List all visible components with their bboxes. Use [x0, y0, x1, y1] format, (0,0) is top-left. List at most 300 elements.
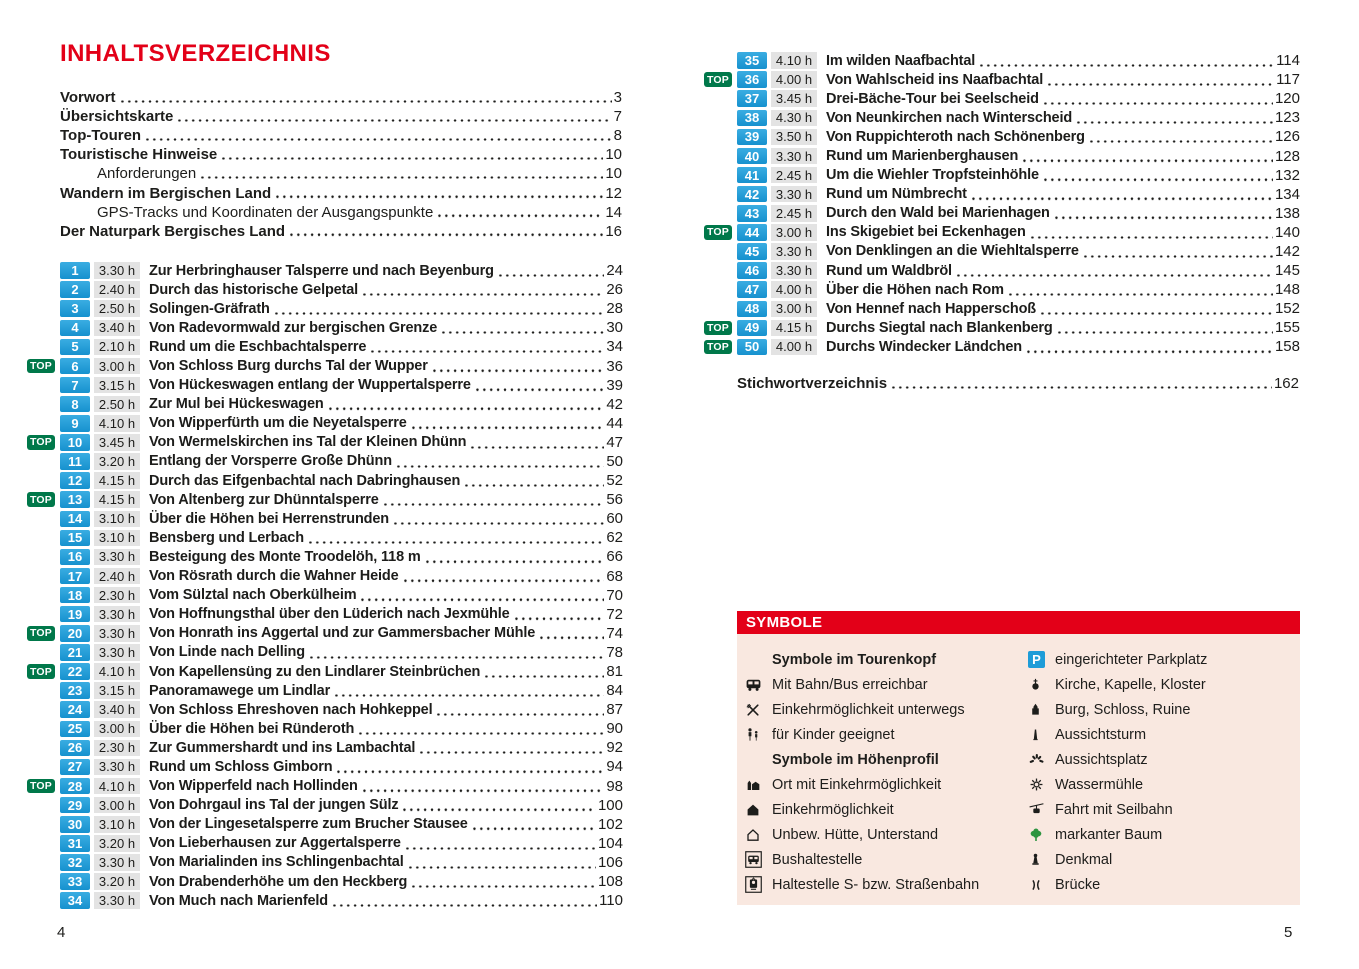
- top-badge-cell: [704, 72, 737, 87]
- tour-row: [27, 605, 623, 624]
- tour-row: [704, 261, 1300, 280]
- page-number: 68: [606, 567, 623, 585]
- symbol-row: [1028, 797, 1294, 822]
- symbols-legend: [737, 611, 1300, 905]
- dot-leader: [471, 827, 596, 830]
- tour-number-badge: 1: [60, 262, 90, 279]
- page-number: 34: [606, 338, 623, 356]
- tour-row: [704, 242, 1300, 261]
- toc-entry: [60, 182, 622, 201]
- symbol-label: Ort mit Einkehrmöglichkeit: [772, 776, 942, 793]
- tour-number-badge: 25: [60, 721, 90, 738]
- dot-leader: [424, 560, 605, 563]
- top-badge-cell: [704, 321, 737, 336]
- tour-number-badge: 36: [737, 71, 767, 88]
- tour-title: Von Drabenderhöhe um den Heckberg: [149, 873, 408, 890]
- dot-leader: [331, 904, 597, 907]
- dot-leader: [1082, 255, 1273, 258]
- toc-label: Anforderungen: [97, 165, 197, 183]
- dot-leader: [335, 770, 604, 773]
- watermill-icon: [1028, 776, 1055, 793]
- symbol-label: markanter Baum: [1055, 826, 1163, 843]
- tour-duration: 3.00 h: [94, 721, 140, 738]
- page-number: 3: [613, 89, 622, 107]
- index-entry: [737, 375, 1299, 392]
- tour-row: [27, 337, 623, 356]
- tour-title: Besteigung des Monte Troodelöh, 118 m: [149, 548, 421, 565]
- tour-duration: 3.00 h: [94, 358, 140, 375]
- tour-title: Von Schloss Burg durchs Tal der Wupper: [149, 358, 428, 375]
- tour-title: Rund um Nümbrecht: [826, 186, 967, 203]
- tour-title: Bensberg und Lerbach: [149, 529, 304, 546]
- tour-duration: 4.15 h: [771, 320, 817, 337]
- tour-title: Von Marialinden ins Schlingenbachtal: [149, 854, 404, 871]
- tour-row: [27, 624, 623, 643]
- dot-leader: [1029, 236, 1273, 239]
- tour-number-badge: 43: [737, 205, 767, 222]
- tour-number-badge: 39: [737, 129, 767, 146]
- tram-stop-icon: [745, 876, 772, 893]
- toc-entry: [60, 221, 622, 240]
- dot-leader: [970, 197, 1273, 200]
- tour-number-badge: 21: [60, 644, 90, 661]
- tour-duration: 3.50 h: [771, 129, 817, 146]
- page-number: 108: [597, 873, 623, 891]
- tour-duration: 4.15 h: [94, 491, 140, 508]
- tour-title: Durch den Wald bei Marienhagen: [826, 205, 1050, 222]
- symbols-column-left: [745, 647, 1028, 905]
- page-number: 16: [605, 222, 622, 240]
- tour-duration: 3.20 h: [94, 873, 140, 890]
- tour-title: Über die Höhen nach Rom: [826, 281, 1004, 298]
- toc-entry: [60, 202, 622, 221]
- page-number: 104: [597, 834, 623, 852]
- tour-title: Durch das historische Gelpetal: [149, 281, 359, 298]
- bus-icon: [745, 676, 772, 693]
- tour-title: Von Kapellensüng zu den Lindlarer Steinbrüchen: [149, 663, 481, 680]
- dot-leader: [1056, 331, 1273, 334]
- symbol-label: Fahrt mit Seilbahn: [1055, 801, 1173, 818]
- tour-list-right: [704, 51, 1300, 357]
- tour-number-badge: 26: [60, 740, 90, 757]
- tour-duration: 2.30 h: [94, 740, 140, 757]
- tour-duration: 3.45 h: [771, 90, 817, 107]
- tour-number-badge: 34: [60, 892, 90, 909]
- page-number: 28: [606, 300, 623, 318]
- symbol-label: für Kinder geeignet: [772, 726, 895, 743]
- tour-row: [704, 223, 1300, 242]
- page-number: 52: [606, 472, 623, 490]
- tour-title: Rund um Waldbröl: [826, 262, 952, 279]
- dot-leader: [436, 214, 603, 217]
- tour-duration: 3.30 h: [94, 759, 140, 776]
- tour-row: [27, 719, 623, 738]
- tour-title: Von Much nach Marienfeld: [149, 892, 329, 909]
- tour-row: [704, 337, 1300, 356]
- children-icon: [745, 727, 772, 743]
- tour-row: [27, 777, 623, 796]
- tour-title: Von Wermelskirchen ins Tal der Kleinen Dhünn: [149, 434, 467, 451]
- tour-row: [704, 70, 1300, 89]
- symbol-label: Einkehrmöglichkeit unterwegs: [772, 701, 965, 718]
- top-badge: TOP: [27, 779, 55, 794]
- symbol-label: Bushaltestelle: [772, 851, 863, 868]
- dot-leader: [431, 369, 605, 372]
- dot-leader: [361, 789, 605, 792]
- dot-leader: [513, 617, 605, 620]
- tour-duration: 3.40 h: [94, 320, 140, 337]
- dot-leader: [395, 465, 604, 468]
- tour-duration: 4.00 h: [771, 339, 817, 356]
- tour-title: Rund um Marienberghausen: [826, 148, 1019, 165]
- tour-row: [27, 356, 623, 375]
- tour-title: Von Hennef nach Happerschoß: [826, 300, 1036, 317]
- top-badge: TOP: [27, 492, 55, 507]
- tour-duration: 2.45 h: [771, 167, 817, 184]
- tour-row: [27, 547, 623, 566]
- tour-duration: 4.10 h: [94, 778, 140, 795]
- dot-leader: [435, 713, 604, 716]
- dot-leader: [357, 732, 604, 735]
- dot-leader: [220, 157, 603, 160]
- tour-row: [704, 280, 1300, 299]
- dot-leader: [359, 598, 604, 601]
- tour-title: Durch das Eifgenbachtal nach Dabringhausen: [149, 472, 461, 489]
- tour-row: [27, 738, 623, 757]
- tour-number-badge: 5: [60, 339, 90, 356]
- tour-duration: 3.45 h: [94, 434, 140, 451]
- tour-title: Durchs Windecker Ländchen: [826, 338, 1022, 355]
- tour-duration: 2.40 h: [94, 568, 140, 585]
- dot-leader: [308, 656, 604, 659]
- toc-label: Der Naturpark Bergisches Land: [60, 222, 286, 240]
- tour-duration: 2.10 h: [94, 339, 140, 356]
- dot-leader: [369, 350, 604, 353]
- top-badge-cell: [27, 626, 60, 641]
- tour-row: [27, 586, 623, 605]
- toc-label: Touristische Hinweise: [60, 146, 218, 164]
- tour-row: [27, 815, 623, 834]
- dot-leader: [307, 541, 604, 544]
- tour-duration: 3.10 h: [94, 511, 140, 528]
- tour-duration: 2.30 h: [94, 587, 140, 604]
- tour-number-badge: 24: [60, 701, 90, 718]
- page-number: 145: [1274, 262, 1300, 280]
- top-badge-cell: [704, 225, 737, 240]
- tour-row: [704, 299, 1300, 318]
- tour-title: Von Radevormwald zur bergischen Grenze: [149, 319, 438, 336]
- viewpoint-icon: [1028, 751, 1055, 768]
- tour-duration: 3.30 h: [94, 644, 140, 661]
- tour-row: [27, 853, 623, 872]
- tour-title: Vom Sülztal nach Oberkülheim: [149, 587, 357, 604]
- page-number: 84: [606, 682, 623, 700]
- tour-title: Durchs Siegtal nach Blankenberg: [826, 319, 1053, 336]
- page-number: 148: [1274, 281, 1300, 299]
- parking-icon: P: [1028, 651, 1055, 668]
- tour-number-badge: 27: [60, 759, 90, 776]
- page-number: 90: [606, 720, 623, 738]
- tour-title: Drei-Bäche-Tour bei Seelscheid: [826, 90, 1039, 107]
- tour-number-badge: 10: [60, 434, 90, 451]
- page-number: 10: [605, 165, 622, 183]
- dot-leader: [407, 866, 596, 869]
- tour-number-badge: 33: [60, 873, 90, 890]
- tour-number-badge: 3: [60, 300, 90, 317]
- symbol-label: Mit Bahn/Bus erreichbar: [772, 676, 928, 693]
- tour-number-badge: 49: [737, 320, 767, 337]
- tour-number-badge: 22: [60, 663, 90, 680]
- dot-leader: [1046, 83, 1274, 86]
- dot-leader: [410, 426, 605, 429]
- toc-label: Wandern im Bergischen Land: [60, 184, 272, 202]
- tour-duration: 4.00 h: [771, 281, 817, 298]
- tour-number-badge: 16: [60, 549, 90, 566]
- tour-row: [27, 872, 623, 891]
- tour-row: [27, 528, 623, 547]
- tour-duration: 3.10 h: [94, 816, 140, 833]
- tour-duration: 2.40 h: [94, 281, 140, 298]
- bridge-icon: [1028, 877, 1055, 893]
- tour-row: [704, 89, 1300, 108]
- dot-leader: [978, 64, 1274, 67]
- tour-row: [27, 490, 623, 509]
- top-badge: TOP: [27, 359, 55, 374]
- tour-duration: 3.30 h: [94, 854, 140, 871]
- toc-entry: [60, 163, 622, 182]
- tour-number-badge: 28: [60, 778, 90, 795]
- page-number: 39: [606, 376, 623, 394]
- dot-leader: [890, 386, 1272, 389]
- tour-row: [27, 796, 623, 815]
- page-number: 56: [606, 491, 623, 509]
- dot-leader: [1025, 350, 1273, 353]
- tour-number-badge: 9: [60, 415, 90, 432]
- tour-number-badge: 41: [737, 167, 767, 184]
- tour-title: Zur Herbringhauser Talsperre und nach Beyenburg: [149, 262, 494, 279]
- dot-leader: [402, 579, 605, 582]
- tour-duration: 2.50 h: [94, 396, 140, 413]
- page-number: 60: [606, 510, 623, 528]
- tour-row: [27, 643, 623, 662]
- tour-duration: 3.15 h: [94, 682, 140, 699]
- dot-leader: [483, 675, 604, 678]
- tour-number-badge: 19: [60, 606, 90, 623]
- dot-leader: [361, 293, 604, 296]
- page-number: 152: [1274, 300, 1300, 318]
- tour-title: Rund um Schloss Gimborn: [149, 758, 333, 775]
- tour-row: [27, 891, 623, 910]
- top-badge: TOP: [704, 340, 732, 355]
- cutlery-icon: [745, 702, 772, 718]
- symbol-label: Symbole im Tourenkopf: [772, 651, 937, 668]
- tour-duration: 3.20 h: [94, 835, 140, 852]
- tour-duration: 4.10 h: [94, 663, 140, 680]
- index-label: Stichwortverzeichnis: [737, 375, 888, 392]
- tour-title: Von Ruppichteroth nach Schönenberg: [826, 128, 1085, 145]
- tour-row: [704, 185, 1300, 204]
- dot-leader: [1021, 159, 1273, 162]
- dot-leader: [469, 446, 604, 449]
- page-number: 142: [1274, 242, 1300, 260]
- dot-leader: [382, 503, 605, 506]
- tour-number-badge: 13: [60, 491, 90, 508]
- tour-number-badge: 15: [60, 530, 90, 547]
- tour-list-left: [27, 261, 623, 910]
- tour-number-badge: 32: [60, 854, 90, 871]
- dot-leader: [1053, 216, 1273, 219]
- tour-number-badge: 7: [60, 377, 90, 394]
- page-number: 14: [605, 203, 622, 221]
- top-badge: TOP: [27, 664, 55, 679]
- tour-row: [704, 51, 1300, 70]
- tour-row: [27, 567, 623, 586]
- symbols-section-header: [745, 647, 1028, 672]
- page-number: 24: [606, 262, 623, 280]
- tour-title: Von Altenberg zur Dhünntalsperre: [149, 491, 379, 508]
- front-matter-list: [60, 87, 622, 240]
- tour-title: Rund um die Eschbachtalsperre: [149, 338, 367, 355]
- toc-label: Vorwort: [60, 89, 116, 107]
- bus-stop-icon: [745, 851, 772, 868]
- tour-number-badge: 44: [737, 224, 767, 241]
- tour-row: [27, 681, 623, 700]
- symbol-row: [1028, 722, 1294, 747]
- tour-number-badge: 35: [737, 52, 767, 69]
- tour-row: [704, 127, 1300, 146]
- top-badge-cell: [27, 664, 60, 679]
- page-number: 10: [605, 146, 622, 164]
- dot-leader: [1088, 140, 1273, 143]
- dot-leader: [176, 119, 611, 122]
- dot-leader: [333, 694, 604, 697]
- castle-icon: [1028, 702, 1055, 717]
- tour-duration: 3.30 h: [771, 186, 817, 203]
- monument-icon: [1028, 852, 1055, 867]
- dot-leader: [401, 808, 596, 811]
- tour-title: Von Rösrath durch die Wahner Heide: [149, 568, 399, 585]
- symbol-row: [1028, 772, 1294, 797]
- dot-leader: [273, 312, 605, 315]
- tour-row: [27, 261, 623, 280]
- tour-row: [27, 280, 623, 299]
- tour-title: Um die Wiehler Tropfsteinhöhle: [826, 167, 1039, 184]
- page-number: 42: [606, 395, 623, 413]
- tour-row: [27, 395, 623, 414]
- tour-title: Ins Skigebiet bei Eckenhagen: [826, 224, 1026, 241]
- toc-entry: [60, 106, 622, 125]
- tour-row: [27, 757, 623, 776]
- tour-number-badge: 37: [737, 90, 767, 107]
- tower-icon: [1028, 727, 1055, 742]
- tour-number-badge: 23: [60, 682, 90, 699]
- tour-title: Von der Lingesetalsperre zum Brucher Stausee: [149, 816, 468, 833]
- tour-duration: 2.45 h: [771, 205, 817, 222]
- symbol-label: Burg, Schloss, Ruine: [1055, 701, 1191, 718]
- page-number: 117: [1276, 71, 1300, 89]
- symbol-label: Kirche, Kapelle, Kloster: [1055, 676, 1206, 693]
- tour-number-badge: 4: [60, 320, 90, 337]
- tour-duration: 3.10 h: [94, 530, 140, 547]
- tour-row: [27, 376, 623, 395]
- tour-duration: 3.15 h: [94, 377, 140, 394]
- tour-row: [27, 299, 623, 318]
- toc-entry: [60, 87, 622, 106]
- tour-number-badge: 30: [60, 816, 90, 833]
- page-number: 47: [606, 433, 623, 451]
- symbols-legend-body: [737, 634, 1300, 905]
- symbol-label: Aussichtsplatz: [1055, 751, 1148, 768]
- page-number: 120: [1274, 90, 1300, 108]
- tour-number-badge: 8: [60, 396, 90, 413]
- page-number: 50: [606, 452, 623, 470]
- top-badge-cell: [27, 492, 60, 507]
- tour-number-badge: 48: [737, 301, 767, 318]
- tour-title: Von Lieberhausen zur Aggertalsperre: [149, 835, 401, 852]
- page-number: 126: [1274, 128, 1300, 146]
- page-number: 138: [1274, 204, 1300, 222]
- page-title: INHALTSVERZEICHNIS: [60, 40, 331, 67]
- symbol-row: [745, 772, 1028, 797]
- symbol-label: Brücke: [1055, 876, 1101, 893]
- tour-number-badge: 6: [60, 358, 90, 375]
- page-number: 162: [1273, 375, 1299, 392]
- tour-number-badge: 11: [60, 453, 90, 470]
- page-number: 92: [606, 739, 623, 757]
- page-number: 94: [606, 758, 623, 776]
- tour-duration: 3.30 h: [771, 262, 817, 279]
- page-number: 106: [597, 853, 623, 871]
- toc-label: Übersichtskarte: [60, 108, 174, 126]
- top-badge-cell: [27, 359, 60, 374]
- tour-title: Entlang der Vorsperre Große Dhünn: [149, 453, 392, 470]
- top-badge-cell: [27, 435, 60, 450]
- top-badge: TOP: [704, 225, 732, 240]
- toc-label: Top-Touren: [60, 127, 142, 145]
- symbol-row: [745, 672, 1028, 697]
- tour-title: Von Wahlscheid ins Naafbachtal: [826, 71, 1044, 88]
- cablecar-icon: [1028, 801, 1055, 818]
- tour-title: Zur Mul bei Hückeswagen: [149, 396, 324, 413]
- tour-number-badge: 40: [737, 148, 767, 165]
- page-number: 74: [606, 624, 623, 642]
- page-number: 44: [606, 414, 623, 432]
- dot-leader: [955, 274, 1273, 277]
- symbols-section-header: [745, 747, 1028, 772]
- dot-leader: [288, 233, 603, 236]
- tour-duration: 4.10 h: [771, 52, 817, 69]
- page-number: 132: [1274, 166, 1300, 184]
- tour-duration: 3.00 h: [771, 301, 817, 318]
- tour-number-badge: 45: [737, 243, 767, 260]
- dot-leader: [199, 176, 603, 179]
- symbol-label: Denkmal: [1055, 851, 1113, 868]
- tour-duration: 3.30 h: [94, 262, 140, 279]
- tour-row: [704, 318, 1300, 337]
- dot-leader: [327, 407, 605, 410]
- dot-leader: [538, 636, 604, 639]
- symbol-label: Haltestelle S- bzw. Straßenbahn: [772, 876, 980, 893]
- page-number: 128: [1274, 147, 1300, 165]
- page-number: 158: [1274, 338, 1300, 356]
- symbol-row: [745, 847, 1028, 872]
- tour-title: Solingen-Gräfrath: [149, 300, 270, 317]
- dot-leader: [1039, 312, 1273, 315]
- tour-row: [27, 433, 623, 452]
- page-number: 36: [606, 357, 623, 375]
- dot-leader: [440, 331, 604, 334]
- tour-row: [27, 700, 623, 719]
